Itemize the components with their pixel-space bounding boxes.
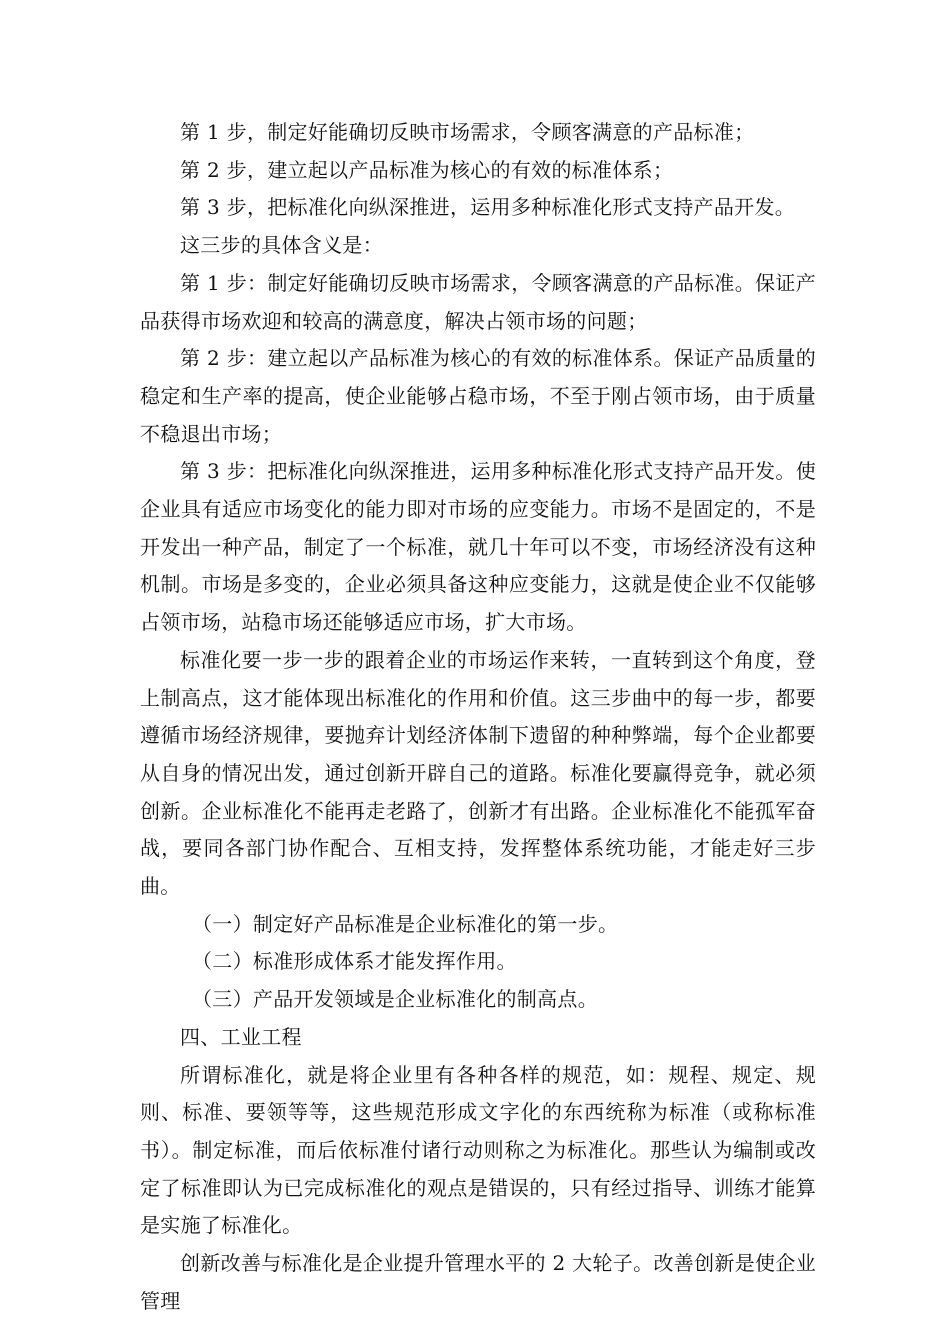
innovation-paragraph: 创新改善与标准化是企业提升管理水平的 2 大轮子。改善创新是使企业管理 bbox=[140, 1251, 816, 1313]
step-3-line: 第 3 步，把标准化向纵深推进，运用多种标准化形式支持产品开发。 bbox=[180, 195, 796, 220]
step-1-line: 第 1 步，制定好能确切反映市场需求，令顾客满意的产品标准； bbox=[180, 120, 755, 144]
step-2-line: 第 2 步，建立起以产品标准为核心的有效的标准体系； bbox=[180, 157, 674, 182]
document-page bbox=[140, 114, 816, 1321]
meaning-intro: 这三步的具体含义是： bbox=[180, 233, 383, 258]
subsection-two: （二）标准形成体系才能发挥作用。 bbox=[192, 949, 517, 974]
step-1-detail: 第 1 步：制定好能确切反映市场需求，令顾客满意的产品标准。保证产品获得市场欢迎和较高的满意度，解决占领市场的问题； bbox=[140, 270, 816, 333]
standardization-paragraph: 标准化要一步一步的跟着企业的市场运作来转，一直转到这个角度，登上制高点，这才能体现出标准化的作用和价值。这三步曲中的每一步，都要遵循市场经济规律，要抛弃计划经济体制下遗留的种种弊端，每个企业都要从自身的情况出发，通过创新开辟自己的道路。标准化要赢得竞争，就必须创新。企业标准化不能再走老路了，创新才有出路。企业标准化不能孤军奋战，要同各部门协作配合、互相支持，发挥整体系统功能，才能走好三步曲。 bbox=[140, 647, 816, 899]
section-heading: 四、工业工程 bbox=[180, 1024, 302, 1049]
step-3-detail: 第 3 步：把标准化向纵深推进，运用多种标准化形式支持产品开发。使企业具有适应市场变化的能力即对市场的应变能力。市场不是固定的，不是开发出一种产品，制定了一个标准，就几十年可以不变，市场经济没有这种机制。市场是多变的，企业必须具备这种应变能力，这就是使企业不仅能够占领市场，站稳市场还能够适应市场，扩大市场。 bbox=[140, 459, 816, 635]
step-2-detail: 第 2 步：建立起以产品标准为核心的有效的标准体系。保证产品质量的稳定和生产率的提高，使企业能够占稳市场，不至于刚占领市场，由于质量不稳退出市场； bbox=[140, 346, 816, 446]
subsection-one: （一）制定好产品标准是企业标准化的第一步。 bbox=[192, 911, 619, 936]
definition-paragraph: 所谓标准化，就是将企业里有各种各样的规范，如：规程、规定、规则、标准、要领等等，这些规范形成文字化的东西统称为标准（或称标准书）。制定标准，而后依标准付诸行动则称之为标准化。那些认为编制或改定了标准即认为已完成标准化的观点是错误的，只有经过指导、训练才能算是实施了标准化。 bbox=[140, 1062, 816, 1238]
subsection-three: （三）产品开发领域是企业标准化的制高点。 bbox=[192, 987, 598, 1012]
